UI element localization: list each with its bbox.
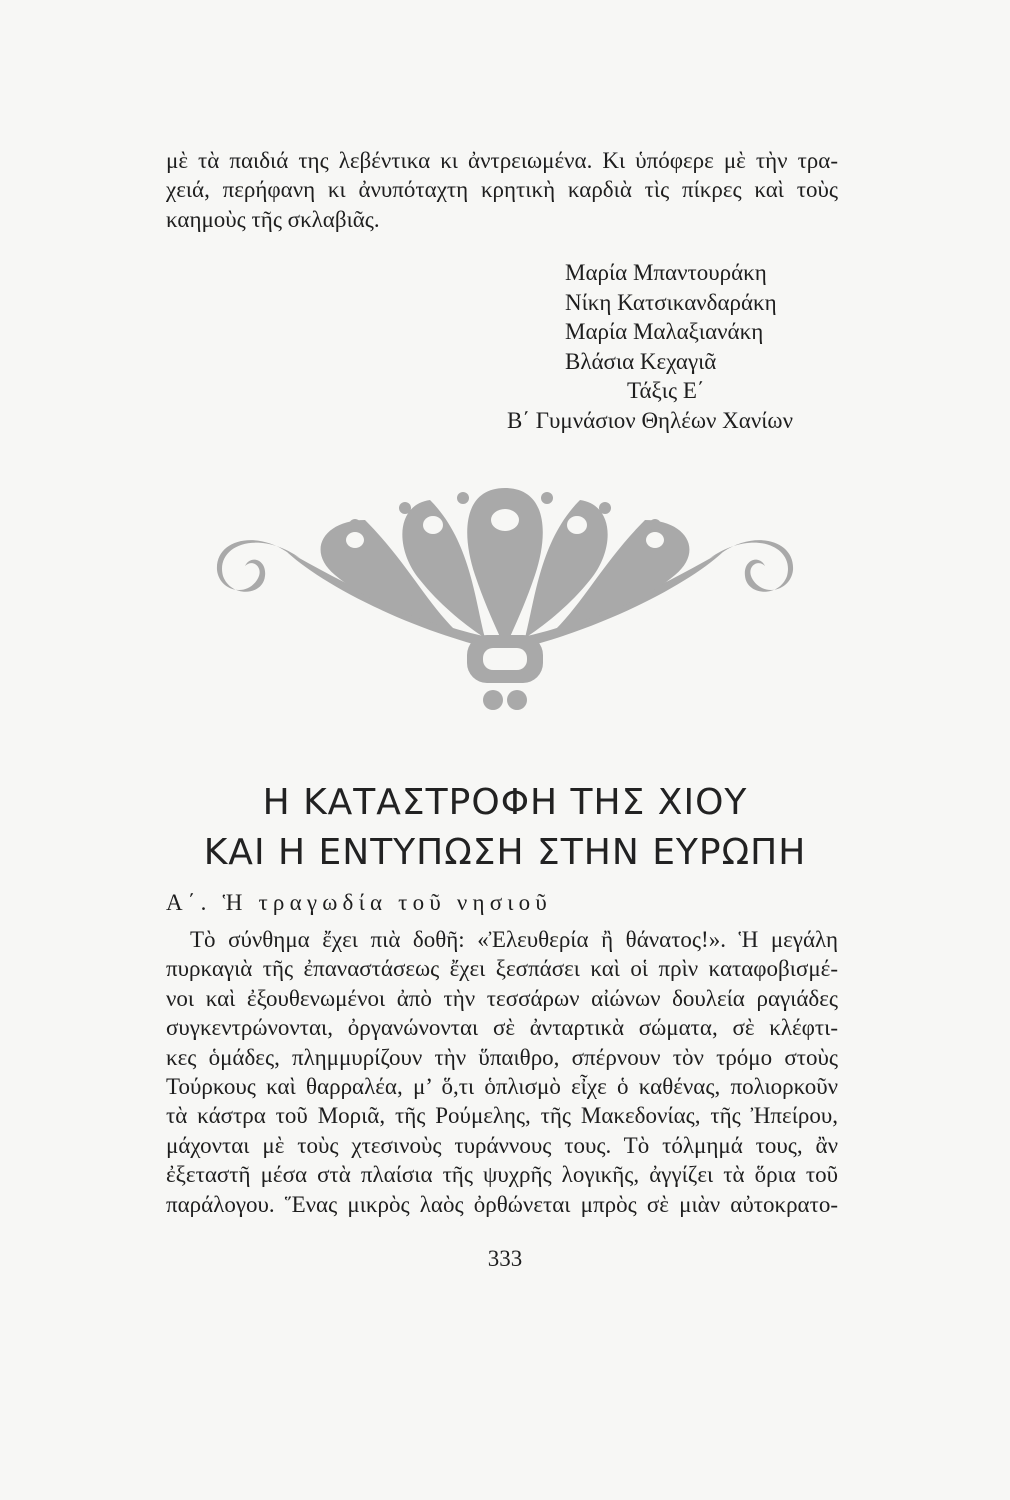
intro-paragraph <box>166 146 838 234</box>
text-line: χειά, περήφανη κι ἀνυπόταχτη κρητικὴ καρδιὰ τὶς πίκρες καὶ τοὺς <box>166 177 838 203</box>
text-line: πυρκαγιὰ τῆς ἐπαναστάσεως ἔχει ξεσπάσει καὶ οἱ πρὶν καταφοβισμέ- <box>166 956 838 982</box>
text-line: Τούρκους καὶ θαρραλέα, μ’ ὅ,τι ὁπλισμὸ εἶχε ὁ καθένας, πολιορκοῦν <box>166 1074 838 1100</box>
text-line: συγκεντρώνονται, ὀργανώνονται σὲ ἀνταρτικὰ σώματα, σὲ κλέφτι- <box>166 1015 838 1041</box>
text-line: ἐξεταστῆ μέσα στὰ πλαίσια τῆς ψυχρῆς λογικῆς, ἀγγίζει τὰ ὅρια τοῦ <box>166 1162 838 1188</box>
chapter-title-line-2: ΚΑΙ Η ΕΝΤΥΠΩΣΗ ΣΤΗΝ ΕΥΡΩΠΗ <box>203 832 807 873</box>
text-line: παράλογου. Ἕνας μικρὸς λαὸς ὀρθώνεται μπρὸς σὲ μιὰν αὐτοκρατο- <box>166 1191 838 1217</box>
body-paragraph <box>166 925 838 1219</box>
text-line: κες ὁμάδες, πλημμυρίζουν τὴν ὕπαιθρο, σπέρνουν τὸν τρόμο στοὺς <box>166 1044 838 1070</box>
school-name: Β΄ Γυμνάσιον Θηλέων Χανίων <box>507 407 793 433</box>
author-name: Μαρία Μαλαξιανάκη <box>565 319 764 344</box>
author-name: Νίκη Κατσικανδαράκη <box>565 289 777 315</box>
section-subheading: Α΄. Ἡ τραγωδία τοῦ νησιοῦ <box>166 890 552 915</box>
author-name: Μαρία Μπαντουράκη <box>565 260 767 285</box>
author-signature-block <box>500 258 850 435</box>
text-line: Τὸ σύνθημα ἔχει πιὰ δοθῆ: «Ἐλευθερία ἢ θάνατος!». Ἡ μεγάλη <box>190 927 838 952</box>
text-line: μὲ τὰ παιδιά της λεβέντικα κι ἀντρειωμένα. Κι ὑπόφερε μὲ τὴν τρα- <box>166 148 838 173</box>
text-line: νοι καὶ ἐξουθενωμένοι ἀπὸ τὴν τεσσάρων αἰώνων δουλεία ραγιάδες <box>166 985 838 1011</box>
chapter-title-line-1: Η ΚΑΤΑΣΤΡΟΦΗ ΤΗΣ ΧΙΟΥ <box>262 782 748 823</box>
class-label: Τάξις Ε΄ <box>627 378 705 403</box>
floral-ornament-icon <box>205 480 805 720</box>
text-line: μάχονται μὲ τοὺς χτεσινοὺς τυράννους τους. Τὸ τόλμημά τους, ἂν <box>166 1132 838 1158</box>
author-name: Βλάσια Κεχαγιᾶ <box>565 348 717 374</box>
text-line: καημοὺς τῆς σκλαβιᾶς. <box>166 206 380 232</box>
page-number: 333 <box>487 1246 523 1271</box>
chapter-title <box>0 778 1010 878</box>
text-line: τὰ κάστρα τοῦ Μοριᾶ, τῆς Ρούμελης, τῆς Μακεδονίας, τῆς Ἠπείρου, <box>166 1103 838 1129</box>
